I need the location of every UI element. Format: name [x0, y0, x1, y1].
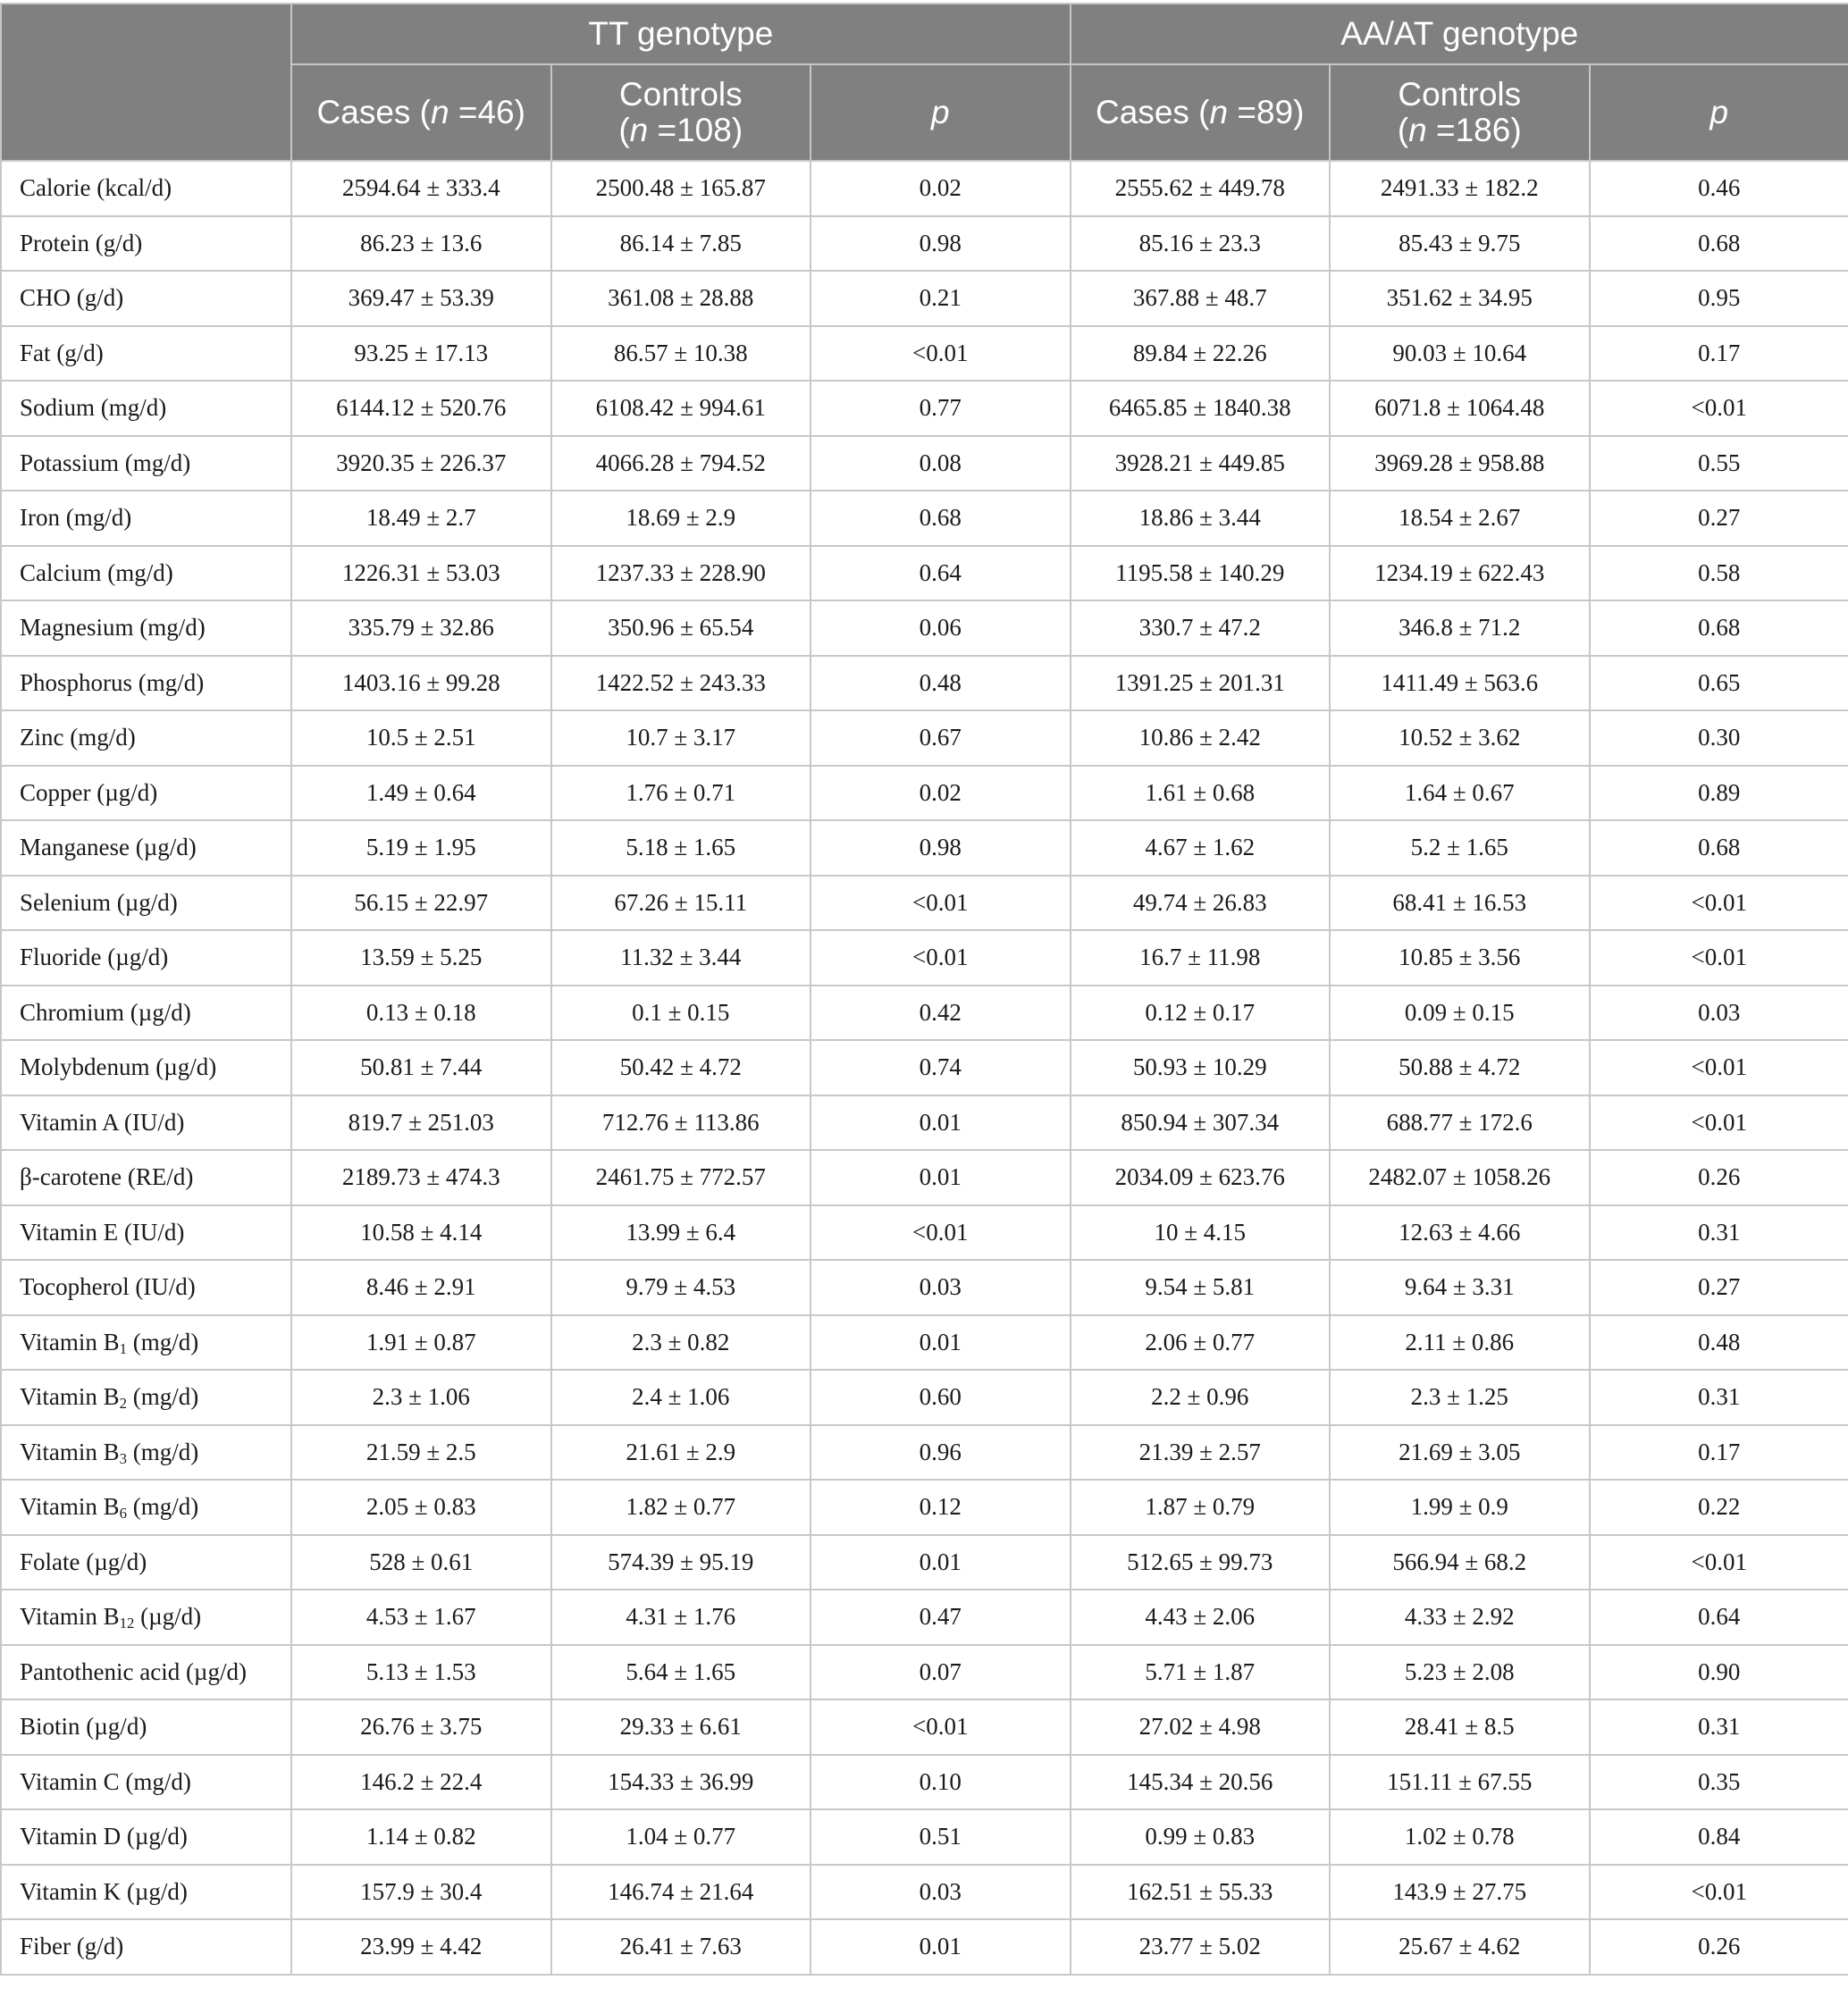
cell-aa-p: 0.22: [1590, 1480, 1848, 1535]
cell-tt-p: 0.01: [811, 1315, 1071, 1371]
cell-tt-controls: 18.69 ± 2.9: [551, 491, 811, 546]
table-row: [1, 1809, 1848, 1865]
cell-tt-controls: 146.74 ± 21.64: [551, 1865, 811, 1920]
cell-tt-controls: 1422.52 ± 243.33: [551, 656, 811, 711]
cell-tt-p: 0.96: [811, 1425, 1071, 1481]
table-row: [1, 1480, 1848, 1535]
cell-aa-cases: 10.86 ± 2.42: [1071, 710, 1331, 766]
cell-tt-cases: 2594.64 ± 333.4: [291, 161, 551, 216]
cell-tt-p: <0.01: [811, 326, 1071, 382]
nutrient-label: Phosphorus (mg/d): [1, 656, 291, 711]
table-row: [1, 1919, 1848, 1975]
table-row: [1, 1260, 1848, 1315]
cell-aa-controls: 1.64 ± 0.67: [1330, 766, 1590, 821]
nutrient-label: Selenium (µg/d): [1, 876, 291, 931]
header-group-tt: TT genotype: [291, 4, 1071, 64]
cell-tt-controls: 1.82 ± 0.77: [551, 1480, 811, 1535]
nutrient-label: Chromium (µg/d): [1, 986, 291, 1041]
table-row: [1, 381, 1848, 436]
cell-tt-controls: 9.79 ± 4.53: [551, 1260, 811, 1315]
nutrient-label: Vitamin $B_1$ (mg/d): [1, 1315, 291, 1371]
table-row: [1, 1095, 1848, 1151]
cell-aa-cases: 27.02 ± 4.98: [1071, 1699, 1331, 1755]
nutrient-label: Vitamin K (µg/d): [1, 1865, 291, 1920]
cell-aa-cases: 2.2 ± 0.96: [1071, 1370, 1331, 1425]
cell-aa-cases: 850.94 ± 307.34: [1071, 1095, 1331, 1151]
cell-tt-p: <0.01: [811, 876, 1071, 931]
cell-aa-cases: 89.84 ± 22.26: [1071, 326, 1331, 382]
cell-tt-controls: 50.42 ± 4.72: [551, 1040, 811, 1095]
cell-tt-controls: 21.61 ± 2.9: [551, 1425, 811, 1481]
header-aa-controls: Controls (n =186): [1330, 64, 1590, 161]
cell-aa-p: 0.89: [1590, 766, 1848, 821]
cell-tt-controls: 712.76 ± 113.86: [551, 1095, 811, 1151]
table-row: [1, 1370, 1848, 1425]
cell-tt-p: 0.01: [811, 1535, 1071, 1590]
nutrient-label: Vitamin $B_{12}$ (µg/d): [1, 1590, 291, 1645]
cell-tt-controls: 4.31 ± 1.76: [551, 1590, 811, 1645]
cell-tt-p: 0.51: [811, 1809, 1071, 1865]
cell-tt-controls: 86.14 ± 7.85: [551, 216, 811, 272]
cell-aa-controls: 4.33 ± 2.92: [1330, 1590, 1590, 1645]
cell-tt-controls: 361.08 ± 28.88: [551, 271, 811, 326]
cell-aa-p: 0.27: [1590, 491, 1848, 546]
table-row: [1, 1590, 1848, 1645]
cell-tt-controls: 574.39 ± 95.19: [551, 1535, 811, 1590]
cell-aa-cases: 10 ± 4.15: [1071, 1205, 1331, 1261]
cell-aa-p: 0.31: [1590, 1205, 1848, 1261]
table-row: [1, 656, 1848, 711]
cell-tt-p: 0.03: [811, 1865, 1071, 1920]
cell-aa-controls: 1411.49 ± 563.6: [1330, 656, 1590, 711]
nutrient-label: Vitamin A (IU/d): [1, 1095, 291, 1151]
cell-aa-controls: 21.69 ± 3.05: [1330, 1425, 1590, 1481]
cell-aa-cases: 85.16 ± 23.3: [1071, 216, 1331, 272]
cell-aa-p: 0.48: [1590, 1315, 1848, 1371]
cell-tt-controls: 0.1 ± 0.15: [551, 986, 811, 1041]
cell-tt-p: 0.42: [811, 986, 1071, 1041]
cell-tt-cases: 93.25 ± 17.13: [291, 326, 551, 382]
cell-tt-cases: 10.5 ± 2.51: [291, 710, 551, 766]
cell-tt-p: 0.74: [811, 1040, 1071, 1095]
header-tt-cases: Cases (n =46): [291, 64, 551, 161]
cell-aa-controls: 18.54 ± 2.67: [1330, 491, 1590, 546]
cell-tt-cases: 21.59 ± 2.5: [291, 1425, 551, 1481]
cell-tt-cases: 86.23 ± 13.6: [291, 216, 551, 272]
cell-aa-cases: 1195.58 ± 140.29: [1071, 546, 1331, 601]
cell-aa-cases: 1.61 ± 0.68: [1071, 766, 1331, 821]
cell-tt-cases: 0.13 ± 0.18: [291, 986, 551, 1041]
nutrient-label: Molybdenum (µg/d): [1, 1040, 291, 1095]
cell-aa-cases: 9.54 ± 5.81: [1071, 1260, 1331, 1315]
cell-aa-controls: 0.09 ± 0.15: [1330, 986, 1590, 1041]
cell-aa-controls: 90.03 ± 10.64: [1330, 326, 1590, 382]
table-row: [1, 1315, 1848, 1371]
cell-aa-cases: 512.65 ± 99.73: [1071, 1535, 1331, 1590]
cell-tt-cases: 50.81 ± 7.44: [291, 1040, 551, 1095]
table-row: [1, 876, 1848, 931]
cell-aa-cases: 18.86 ± 3.44: [1071, 491, 1331, 546]
table-row: [1, 766, 1848, 821]
cell-tt-p: 0.64: [811, 546, 1071, 601]
cell-aa-p: 0.26: [1590, 1919, 1848, 1975]
cell-tt-cases: 528 ± 0.61: [291, 1535, 551, 1590]
cell-tt-cases: 23.99 ± 4.42: [291, 1919, 551, 1975]
cell-tt-p: 0.98: [811, 820, 1071, 876]
cell-tt-cases: 819.7 ± 251.03: [291, 1095, 551, 1151]
cell-aa-p: <0.01: [1590, 381, 1848, 436]
cell-tt-controls: 2.4 ± 1.06: [551, 1370, 811, 1425]
cell-aa-cases: 4.43 ± 2.06: [1071, 1590, 1331, 1645]
cell-aa-controls: 566.94 ± 68.2: [1330, 1535, 1590, 1590]
cell-tt-p: 0.06: [811, 600, 1071, 656]
table-header: [1, 4, 1848, 161]
cell-aa-p: <0.01: [1590, 1535, 1848, 1590]
cell-tt-p: 0.03: [811, 1260, 1071, 1315]
cell-tt-cases: 18.49 ± 2.7: [291, 491, 551, 546]
nutrient-label: Calcium (mg/d): [1, 546, 291, 601]
cell-aa-controls: 1.02 ± 0.78: [1330, 1809, 1590, 1865]
cell-tt-cases: 2189.73 ± 474.3: [291, 1150, 551, 1205]
cell-aa-cases: 0.99 ± 0.83: [1071, 1809, 1331, 1865]
cell-aa-controls: 346.8 ± 71.2: [1330, 600, 1590, 656]
cell-aa-controls: 2482.07 ± 1058.26: [1330, 1150, 1590, 1205]
cell-aa-controls: 2491.33 ± 182.2: [1330, 161, 1590, 216]
table-row: [1, 326, 1848, 382]
cell-tt-controls: 1.04 ± 0.77: [551, 1809, 811, 1865]
cell-aa-controls: 28.41 ± 8.5: [1330, 1699, 1590, 1755]
cell-tt-cases: 13.59 ± 5.25: [291, 930, 551, 986]
cell-tt-p: 0.10: [811, 1755, 1071, 1810]
cell-aa-controls: 151.11 ± 67.55: [1330, 1755, 1590, 1810]
header-aa-p: p: [1590, 64, 1848, 161]
table-row: [1, 1205, 1848, 1261]
cell-aa-cases: 2.06 ± 0.77: [1071, 1315, 1331, 1371]
cell-tt-controls: 4066.28 ± 794.52: [551, 436, 811, 491]
nutrient-label: Calorie (kcal/d): [1, 161, 291, 216]
cell-tt-controls: 29.33 ± 6.61: [551, 1699, 811, 1755]
nutrient-label: Zinc (mg/d): [1, 710, 291, 766]
cell-tt-cases: 2.3 ± 1.06: [291, 1370, 551, 1425]
cell-aa-cases: 2555.62 ± 449.78: [1071, 161, 1331, 216]
nutrient-label: Tocopherol (IU/d): [1, 1260, 291, 1315]
nutrient-label: Iron (mg/d): [1, 491, 291, 546]
cell-tt-controls: 26.41 ± 7.63: [551, 1919, 811, 1975]
header-blank-cell: [1, 4, 291, 161]
cell-aa-p: <0.01: [1590, 1865, 1848, 1920]
cell-tt-cases: 3920.35 ± 226.37: [291, 436, 551, 491]
nutrient-label: Fat (g/d): [1, 326, 291, 382]
table-row: [1, 1645, 1848, 1700]
cell-aa-p: <0.01: [1590, 930, 1848, 986]
cell-aa-controls: 1.99 ± 0.9: [1330, 1480, 1590, 1535]
cell-aa-cases: 4.67 ± 1.62: [1071, 820, 1331, 876]
table-row: [1, 436, 1848, 491]
cell-aa-p: 0.64: [1590, 1590, 1848, 1645]
cell-tt-p: 0.47: [811, 1590, 1071, 1645]
cell-tt-controls: 154.33 ± 36.99: [551, 1755, 811, 1810]
nutrient-label: Vitamin E (IU/d): [1, 1205, 291, 1261]
nutrient-label: Vitamin $B_3$ (mg/d): [1, 1425, 291, 1481]
cell-aa-p: 0.68: [1590, 600, 1848, 656]
cell-tt-cases: 5.13 ± 1.53: [291, 1645, 551, 1700]
nutrient-label: Fluoride (µg/d): [1, 930, 291, 986]
cell-aa-p: 0.68: [1590, 820, 1848, 876]
cell-aa-p: <0.01: [1590, 1040, 1848, 1095]
table-row: [1, 820, 1848, 876]
cell-tt-controls: 350.96 ± 65.54: [551, 600, 811, 656]
cell-aa-p: 0.30: [1590, 710, 1848, 766]
cell-aa-p: 0.17: [1590, 326, 1848, 382]
table-row: [1, 491, 1848, 546]
cell-aa-p: 0.68: [1590, 216, 1848, 272]
cell-tt-cases: 56.15 ± 22.97: [291, 876, 551, 931]
cell-tt-controls: 6108.42 ± 994.61: [551, 381, 811, 436]
cell-tt-p: 0.48: [811, 656, 1071, 711]
nutrient-label: Sodium (mg/d): [1, 381, 291, 436]
cell-tt-controls: 13.99 ± 6.4: [551, 1205, 811, 1261]
cell-aa-controls: 2.11 ± 0.86: [1330, 1315, 1590, 1371]
nutrient-label: Vitamin $B_2$ (mg/d): [1, 1370, 291, 1425]
cell-aa-p: 0.27: [1590, 1260, 1848, 1315]
cell-tt-controls: 2.3 ± 0.82: [551, 1315, 811, 1371]
cell-tt-p: <0.01: [811, 1205, 1071, 1261]
table-row: [1, 1425, 1848, 1481]
cell-aa-p: 0.31: [1590, 1699, 1848, 1755]
cell-tt-cases: 369.47 ± 53.39: [291, 271, 551, 326]
cell-aa-cases: 367.88 ± 48.7: [1071, 271, 1331, 326]
cell-aa-cases: 0.12 ± 0.17: [1071, 986, 1331, 1041]
cell-tt-cases: 2.05 ± 0.83: [291, 1480, 551, 1535]
cell-aa-p: 0.90: [1590, 1645, 1848, 1700]
cell-aa-cases: 50.93 ± 10.29: [1071, 1040, 1331, 1095]
nutrient-label: Magnesium (mg/d): [1, 600, 291, 656]
nutrient-label: Vitamin C (mg/d): [1, 1755, 291, 1810]
cell-aa-p: 0.58: [1590, 546, 1848, 601]
cell-aa-p: <0.01: [1590, 1095, 1848, 1151]
cell-aa-controls: 3969.28 ± 958.88: [1330, 436, 1590, 491]
nutrient-label: β-carotene (RE/d): [1, 1150, 291, 1205]
cell-aa-p: 0.31: [1590, 1370, 1848, 1425]
cell-tt-p: 0.07: [811, 1645, 1071, 1700]
cell-tt-cases: 4.53 ± 1.67: [291, 1590, 551, 1645]
table-row: [1, 1535, 1848, 1590]
cell-aa-controls: 10.85 ± 3.56: [1330, 930, 1590, 986]
cell-tt-cases: 1.49 ± 0.64: [291, 766, 551, 821]
cell-tt-controls: 1.76 ± 0.71: [551, 766, 811, 821]
cell-tt-p: 0.08: [811, 436, 1071, 491]
nutrient-label: Protein (g/d): [1, 216, 291, 272]
cell-tt-p: 0.01: [811, 1919, 1071, 1975]
table-row: [1, 1755, 1848, 1810]
table-row: [1, 1150, 1848, 1205]
cell-aa-cases: 2034.09 ± 623.76: [1071, 1150, 1331, 1205]
cell-aa-controls: 68.41 ± 16.53: [1330, 876, 1590, 931]
cell-aa-controls: 9.64 ± 3.31: [1330, 1260, 1590, 1315]
cell-tt-p: 0.02: [811, 161, 1071, 216]
cell-tt-cases: 1.91 ± 0.87: [291, 1315, 551, 1371]
cell-tt-p: 0.98: [811, 216, 1071, 272]
cell-aa-cases: 145.34 ± 20.56: [1071, 1755, 1331, 1810]
nutrient-label: Vitamin $B_6$ (mg/d): [1, 1480, 291, 1535]
nutrient-label: Manganese (µg/d): [1, 820, 291, 876]
table-body: [1, 161, 1848, 1975]
cell-aa-cases: 3928.21 ± 449.85: [1071, 436, 1331, 491]
cell-tt-p: 0.01: [811, 1095, 1071, 1151]
cell-tt-controls: 1237.33 ± 228.90: [551, 546, 811, 601]
cell-tt-p: 0.60: [811, 1370, 1071, 1425]
nutrient-label: Pantothenic acid (µg/d): [1, 1645, 291, 1700]
cell-aa-cases: 49.74 ± 26.83: [1071, 876, 1331, 931]
cell-aa-controls: 10.52 ± 3.62: [1330, 710, 1590, 766]
cell-tt-cases: 146.2 ± 22.4: [291, 1755, 551, 1810]
header-tt-controls: Controls (n =108): [551, 64, 811, 161]
cell-aa-p: 0.17: [1590, 1425, 1848, 1481]
cell-tt-p: 0.01: [811, 1150, 1071, 1205]
cell-aa-cases: 330.7 ± 47.2: [1071, 600, 1331, 656]
cell-aa-controls: 2.3 ± 1.25: [1330, 1370, 1590, 1425]
table-row: [1, 986, 1848, 1041]
cell-aa-p: 0.03: [1590, 986, 1848, 1041]
cell-tt-p: 0.77: [811, 381, 1071, 436]
cell-tt-cases: 157.9 ± 30.4: [291, 1865, 551, 1920]
table-row: [1, 1699, 1848, 1755]
cell-aa-controls: 6071.8 ± 1064.48: [1330, 381, 1590, 436]
cell-tt-cases: 26.76 ± 3.75: [291, 1699, 551, 1755]
cell-tt-controls: 5.64 ± 1.65: [551, 1645, 811, 1700]
cell-tt-p: 0.68: [811, 491, 1071, 546]
cell-aa-controls: 688.77 ± 172.6: [1330, 1095, 1590, 1151]
cell-tt-cases: 10.58 ± 4.14: [291, 1205, 551, 1261]
cell-tt-controls: 5.18 ± 1.65: [551, 820, 811, 876]
cell-aa-p: 0.65: [1590, 656, 1848, 711]
header-tt-p: p: [811, 64, 1071, 161]
cell-tt-controls: 67.26 ± 15.11: [551, 876, 811, 931]
nutrient-label: Vitamin D (µg/d): [1, 1809, 291, 1865]
nutrient-label: CHO (g/d): [1, 271, 291, 326]
cell-aa-p: 0.84: [1590, 1809, 1848, 1865]
cell-aa-cases: 1391.25 ± 201.31: [1071, 656, 1331, 711]
nutrient-label: Biotin (µg/d): [1, 1699, 291, 1755]
cell-aa-cases: 162.51 ± 55.33: [1071, 1865, 1331, 1920]
cell-tt-controls: 2500.48 ± 165.87: [551, 161, 811, 216]
cell-tt-cases: 5.19 ± 1.95: [291, 820, 551, 876]
nutrient-intake-table: [0, 3, 1848, 1976]
cell-aa-controls: 1234.19 ± 622.43: [1330, 546, 1590, 601]
table-row: [1, 930, 1848, 986]
cell-aa-controls: 143.9 ± 27.75: [1330, 1865, 1590, 1920]
cell-aa-cases: 5.71 ± 1.87: [1071, 1645, 1331, 1700]
cell-aa-controls: 351.62 ± 34.95: [1330, 271, 1590, 326]
cell-aa-p: 0.26: [1590, 1150, 1848, 1205]
cell-aa-cases: 16.7 ± 11.98: [1071, 930, 1331, 986]
cell-tt-p: 0.02: [811, 766, 1071, 821]
header-aa-cases: Cases (n =89): [1071, 64, 1331, 161]
cell-tt-controls: 11.32 ± 3.44: [551, 930, 811, 986]
cell-aa-p: <0.01: [1590, 876, 1848, 931]
cell-tt-p: 0.67: [811, 710, 1071, 766]
cell-aa-controls: 85.43 ± 9.75: [1330, 216, 1590, 272]
cell-tt-p: <0.01: [811, 1699, 1071, 1755]
cell-aa-controls: 12.63 ± 4.66: [1330, 1205, 1590, 1261]
cell-aa-p: 0.35: [1590, 1755, 1848, 1810]
cell-tt-p: <0.01: [811, 930, 1071, 986]
table-row: [1, 271, 1848, 326]
cell-tt-cases: 1403.16 ± 99.28: [291, 656, 551, 711]
cell-aa-p: 0.95: [1590, 271, 1848, 326]
cell-aa-cases: 6465.85 ± 1840.38: [1071, 381, 1331, 436]
nutrient-label: Potassium (mg/d): [1, 436, 291, 491]
cell-aa-cases: 21.39 ± 2.57: [1071, 1425, 1331, 1481]
cell-tt-cases: 335.79 ± 32.86: [291, 600, 551, 656]
cell-aa-controls: 25.67 ± 4.62: [1330, 1919, 1590, 1975]
cell-aa-controls: 5.23 ± 2.08: [1330, 1645, 1590, 1700]
cell-tt-cases: 8.46 ± 2.91: [291, 1260, 551, 1315]
table-row: [1, 546, 1848, 601]
cell-tt-controls: 10.7 ± 3.17: [551, 710, 811, 766]
cell-aa-controls: 50.88 ± 4.72: [1330, 1040, 1590, 1095]
nutrient-label: Copper (µg/d): [1, 766, 291, 821]
cell-tt-p: 0.12: [811, 1480, 1071, 1535]
cell-tt-cases: 6144.12 ± 520.76: [291, 381, 551, 436]
table-row: [1, 161, 1848, 216]
cell-aa-controls: 5.2 ± 1.65: [1330, 820, 1590, 876]
nutrient-label: Folate (µg/d): [1, 1535, 291, 1590]
cell-tt-controls: 2461.75 ± 772.57: [551, 1150, 811, 1205]
cell-tt-p: 0.21: [811, 271, 1071, 326]
table-row: [1, 1865, 1848, 1920]
table-row: [1, 216, 1848, 272]
cell-aa-p: 0.55: [1590, 436, 1848, 491]
header-group-aa: AA/AT genotype: [1071, 4, 1848, 64]
cell-aa-p: 0.46: [1590, 161, 1848, 216]
table-row: [1, 600, 1848, 656]
cell-tt-cases: 1.14 ± 0.82: [291, 1809, 551, 1865]
table-row: [1, 1040, 1848, 1095]
header-row-groups: [1, 4, 1848, 64]
cell-tt-cases: 1226.31 ± 53.03: [291, 546, 551, 601]
nutrient-label: Fiber (g/d): [1, 1919, 291, 1975]
table-row: [1, 710, 1848, 766]
cell-tt-controls: 86.57 ± 10.38: [551, 326, 811, 382]
cell-aa-cases: 1.87 ± 0.79: [1071, 1480, 1331, 1535]
cell-aa-cases: 23.77 ± 5.02: [1071, 1919, 1331, 1975]
